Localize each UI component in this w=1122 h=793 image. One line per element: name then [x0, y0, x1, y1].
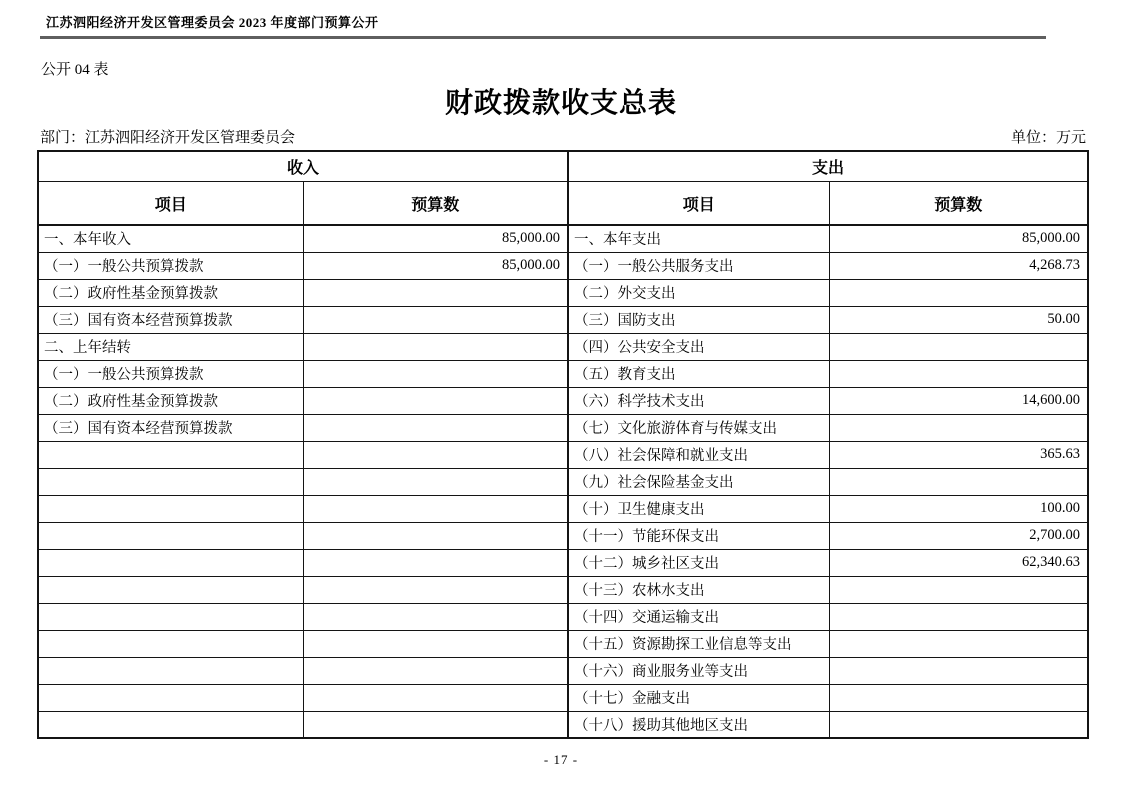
budget-table-row [38, 522, 1088, 549]
income-budget-cell [303, 414, 568, 441]
income-budget-cell [303, 711, 568, 738]
expense-section-header: 支出 [568, 151, 1088, 182]
income-item-cell [38, 657, 303, 684]
budget-table-row [38, 549, 1088, 576]
income-budget-cell [303, 441, 568, 468]
expense-item-cell: （五）教育支出 [568, 360, 829, 387]
income-budget-cell [303, 630, 568, 657]
budget-table-row [38, 711, 1088, 738]
income-budget-cell [303, 522, 568, 549]
expense-item-cell: （十四）交通运输支出 [568, 603, 829, 630]
expense-budget-cell: 365.63 [829, 441, 1088, 468]
budget-table [37, 150, 1089, 739]
income-item-cell: （一）一般公共预算拨款 [38, 360, 303, 387]
expense-budget-cell [829, 603, 1088, 630]
budget-table-row [38, 603, 1088, 630]
expense-budget-cell [829, 711, 1088, 738]
income-budget-cell [303, 468, 568, 495]
expense-budget-cell [829, 576, 1088, 603]
income-budget-cell [303, 576, 568, 603]
column-header-row [38, 182, 1088, 226]
page-title: 财政拨款收支总表 [444, 88, 677, 119]
income-item-cell [38, 549, 303, 576]
expense-item-cell: （二）外交支出 [568, 279, 829, 306]
budget-table-row [38, 468, 1088, 495]
income-budget-cell [303, 495, 568, 522]
expense-item-cell: （十一）节能环保支出 [568, 522, 829, 549]
income-budget-cell [303, 387, 568, 414]
page-number: - 17 - [543, 752, 579, 767]
budget-table-body [38, 225, 1088, 738]
income-budget-cell: 85,000.00 [303, 225, 568, 252]
income-budget-cell [303, 657, 568, 684]
budget-table-row [38, 657, 1088, 684]
expense-budget-cell: 4,268.73 [829, 252, 1088, 279]
income-item-cell [38, 576, 303, 603]
budget-table-row [38, 333, 1088, 360]
expense-budget-cell: 62,340.63 [829, 549, 1088, 576]
budget-table-row [38, 576, 1088, 603]
income-item-header: 项目 [38, 182, 303, 226]
income-budget-cell [303, 306, 568, 333]
income-budget-cell: 85,000.00 [303, 252, 568, 279]
expense-budget-header: 预算数 [829, 182, 1088, 226]
income-budget-cell [303, 360, 568, 387]
table-meta-row [40, 126, 1086, 147]
expense-item-cell: （六）科学技术支出 [568, 387, 829, 414]
expense-item-cell: （十二）城乡社区支出 [568, 549, 829, 576]
income-budget-cell [303, 603, 568, 630]
budget-table-row [38, 306, 1088, 333]
document-header [40, 10, 1046, 39]
income-item-cell [38, 684, 303, 711]
income-item-cell: 一、本年收入 [38, 225, 303, 252]
expense-budget-cell: 85,000.00 [829, 225, 1088, 252]
expense-item-cell: （十六）商业服务业等支出 [568, 657, 829, 684]
income-budget-cell [303, 684, 568, 711]
expense-budget-cell: 100.00 [829, 495, 1088, 522]
expense-budget-cell [829, 333, 1088, 360]
expense-budget-cell [829, 279, 1088, 306]
budget-table-row [38, 225, 1088, 252]
expense-item-cell: （十七）金融支出 [568, 684, 829, 711]
expense-budget-cell [829, 657, 1088, 684]
income-item-cell: （三）国有资本经营预算拨款 [38, 306, 303, 333]
expense-item-cell: （四）公共安全支出 [568, 333, 829, 360]
expense-item-cell: 一、本年支出 [568, 225, 829, 252]
budget-table-row [38, 360, 1088, 387]
income-item-cell: （一）一般公共预算拨款 [38, 252, 303, 279]
expense-item-cell: （七）文化旅游体育与传媒支出 [568, 414, 829, 441]
budget-table-row [38, 387, 1088, 414]
income-item-cell: （三）国有资本经营预算拨款 [38, 414, 303, 441]
expense-item-cell: （十）卫生健康支出 [568, 495, 829, 522]
budget-table-row [38, 495, 1088, 522]
table-label: 公开 04 表 [41, 62, 109, 78]
income-item-cell [38, 603, 303, 630]
budget-table-row [38, 414, 1088, 441]
income-item-cell [38, 495, 303, 522]
expense-item-cell: （八）社会保障和就业支出 [568, 441, 829, 468]
department-label: 部门：江苏泗阳经济开发区管理委员会 [40, 130, 296, 146]
income-item-cell [38, 711, 303, 738]
expense-budget-cell [829, 360, 1088, 387]
expense-item-cell: （十五）资源勘探工业信息等支出 [568, 630, 829, 657]
income-item-cell: （二）政府性基金预算拨款 [38, 387, 303, 414]
income-item-cell: （二）政府性基金预算拨款 [38, 279, 303, 306]
income-budget-cell [303, 333, 568, 360]
expense-item-header: 项目 [568, 182, 829, 226]
document-header-text: 江苏泗阳经济开发区管理委员会 2023 年度部门预算公开 [46, 15, 379, 30]
budget-table-row [38, 684, 1088, 711]
expense-item-cell: （十八）援助其他地区支出 [568, 711, 829, 738]
expense-budget-cell: 50.00 [829, 306, 1088, 333]
income-item-cell: 二、上年结转 [38, 333, 303, 360]
expense-item-cell: （十三）农林水支出 [568, 576, 829, 603]
expense-budget-cell [829, 414, 1088, 441]
income-budget-cell [303, 279, 568, 306]
budget-table-row [38, 630, 1088, 657]
expense-budget-cell [829, 468, 1088, 495]
budget-table-row [38, 252, 1088, 279]
expense-budget-cell: 2,700.00 [829, 522, 1088, 549]
income-section-header: 收入 [38, 151, 568, 182]
income-item-cell [38, 522, 303, 549]
income-item-cell [38, 441, 303, 468]
income-item-cell [38, 468, 303, 495]
income-budget-cell [303, 549, 568, 576]
income-budget-header: 预算数 [303, 182, 568, 226]
expense-budget-cell: 14,600.00 [829, 387, 1088, 414]
expense-item-cell: （三）国防支出 [568, 306, 829, 333]
expense-item-cell: （一）一般公共服务支出 [568, 252, 829, 279]
unit-label: 单位：万元 [1010, 130, 1086, 146]
budget-table-row [38, 279, 1088, 306]
budget-table-row [38, 441, 1088, 468]
section-header-row [38, 151, 1088, 182]
expense-item-cell: （九）社会保险基金支出 [568, 468, 829, 495]
expense-budget-cell [829, 630, 1088, 657]
income-item-cell [38, 630, 303, 657]
expense-budget-cell [829, 684, 1088, 711]
